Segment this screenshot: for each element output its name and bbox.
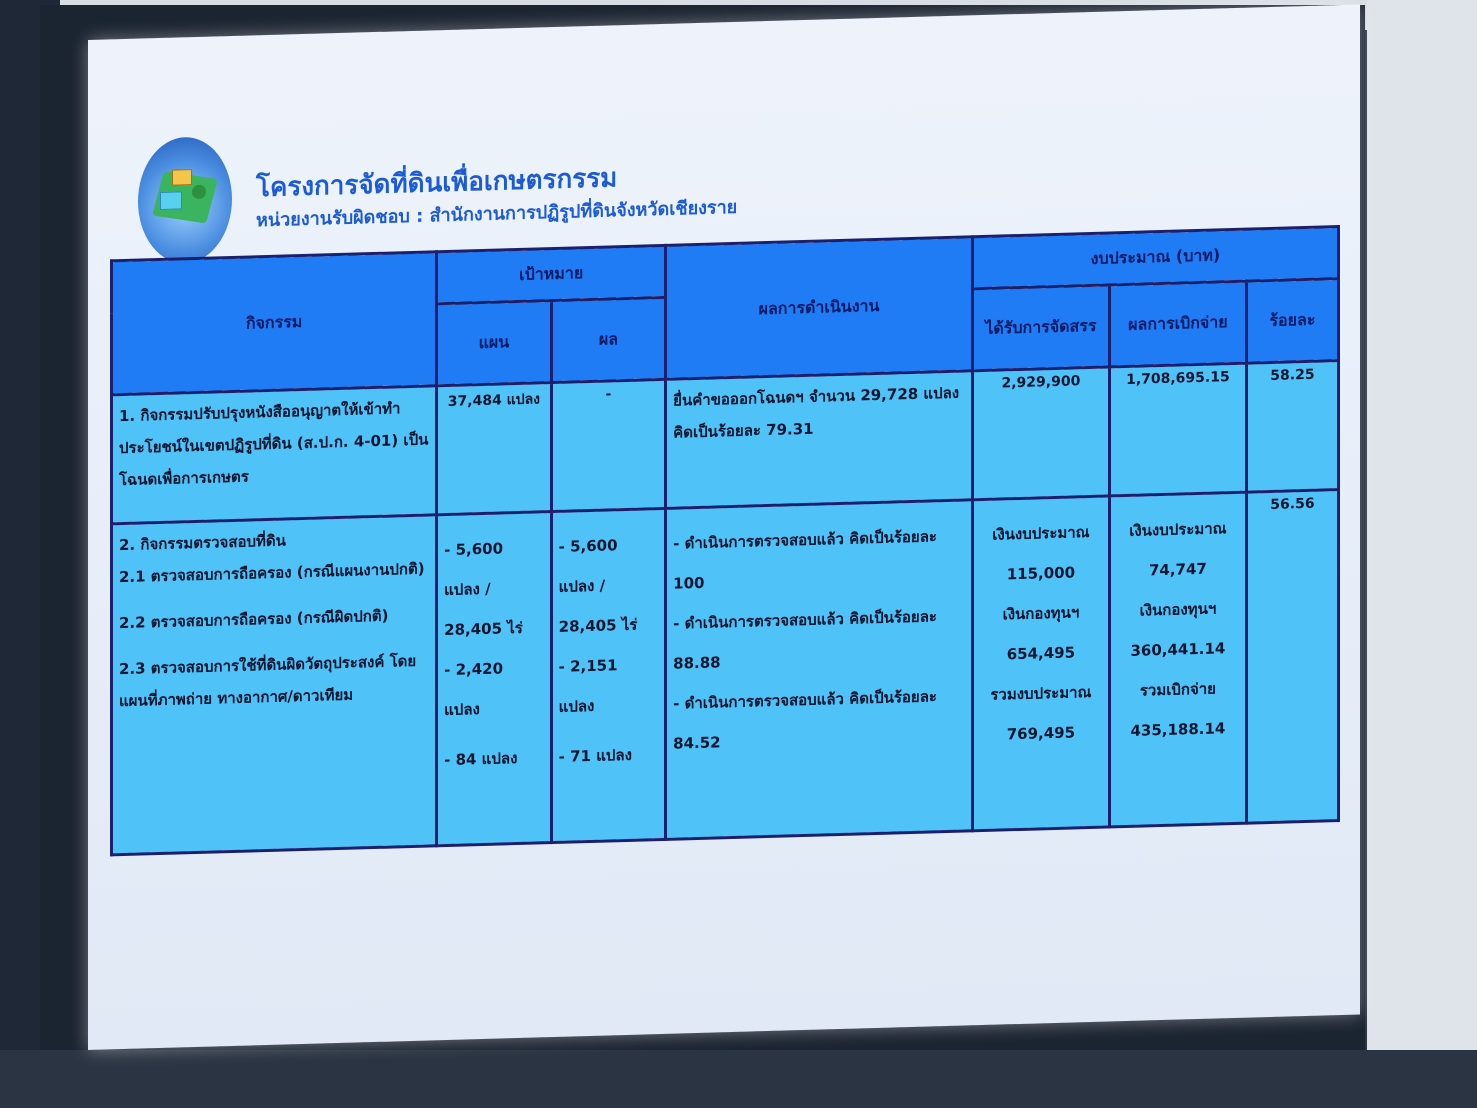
row2-result-2-3: - 71 แปลง (558, 745, 632, 766)
row2-alloc-label-1: เงินงบประมาณ (992, 523, 1090, 544)
logo-house-icon (172, 169, 192, 186)
row2-allocated (972, 496, 1109, 831)
row2-result (551, 508, 666, 842)
row2-result-2-2: - 2,151 แปลง (558, 656, 618, 716)
row2-disb-label-2: เงินกองทุนฯ (1139, 599, 1217, 620)
row1-performance: ยื่นคำขอออกโฉนดฯ จำนวน 29,728 แปลง คิดเป็นร้อยละ 79.31 (666, 371, 973, 509)
row2-alloc-value-1: 115,000 (1006, 563, 1076, 584)
room-wall-right (1367, 0, 1477, 1108)
row2-result-2-1a: - 5,600 แปลง / (558, 536, 618, 596)
row1-disbursed: 1,708,695.15 (1109, 363, 1246, 496)
row2-alloc-label-2: เงินกองทุนฯ (1002, 603, 1080, 624)
header-disbursed: ผลการเบิกจ่าย (1109, 281, 1246, 367)
land-logo-icon (138, 136, 232, 265)
row2-plan-2-1b: 28,405 ไร่ (444, 618, 523, 640)
row2-perf-2-1b: 100 (673, 573, 705, 593)
row2-plan-2-1a: - 5,600 แปลง / (444, 539, 504, 600)
row2-perf-2-3b: 84.52 (673, 733, 721, 753)
table-row (112, 490, 1339, 855)
row2-disbursed (1109, 492, 1246, 827)
row2-disb-label-3: รวมเบิกจ่าย (1139, 679, 1216, 700)
row2-activity (112, 515, 437, 855)
row1-allocated: 2,929,900 (972, 367, 1109, 500)
row2-plan-2-3: - 84 แปลง (444, 749, 518, 770)
row2-perf-2-2a: - ดำเนินการตรวจสอบแล้ว คิดเป็นร้อยละ (673, 607, 937, 633)
slide-title: โครงการจัดที่ดินเพื่อเกษตรกรรม (256, 163, 618, 204)
logo-field-icon (160, 191, 182, 210)
row1-plan: 37,484 แปลง (437, 383, 552, 515)
row2-perf-2-3a: - ดำเนินการตรวจสอบแล้ว คิดเป็นร้อยละ (673, 687, 937, 713)
row2-plan-2-2: - 2,420 แปลง (444, 659, 504, 720)
room-floor (0, 1050, 1477, 1108)
responsible-agency-value: สำนักงานการปฏิรูปที่ดินจังหวัดเชียงราย (429, 196, 738, 227)
row2-activity-2-1: 2.1 ตรวจสอบการถือครอง (กรณีแผนงานปกติ) (119, 559, 425, 587)
row2-perf-2-1a: - ดำเนินการตรวจสอบแล้ว คิดเป็นร้อยละ (673, 527, 937, 553)
row2-disb-label-1: เงินงบประมาณ (1129, 519, 1227, 540)
header-percent: ร้อยละ (1246, 279, 1338, 364)
header-activity: กิจกรรม (112, 252, 437, 395)
header-plan: แผน (437, 301, 552, 386)
presentation-slide (88, 4, 1360, 1050)
row1-percent: 58.25 (1246, 361, 1338, 493)
row2-plan (437, 512, 552, 846)
row2-activity-2-3: 2.3 ตรวจสอบการใช้ที่ดินผิดวัตถุประสงค์ โดยแผนที่ภาพถ่าย ทางอากาศ/ดาวเทียม (119, 651, 417, 711)
row2-performance (666, 500, 973, 840)
row2-disb-value-1: 74,747 (1148, 559, 1207, 580)
row2-alloc-label-3: รวมงบประมาณ (990, 682, 1092, 704)
row2-activity-header: 2. กิจกรรมตรวจสอบที่ดิน (119, 531, 286, 555)
responsible-agency-label: หน่วยงานรับผิดชอบ : (256, 205, 424, 232)
project-table-wrapper (110, 225, 1340, 856)
row2-perf-2-2b: 88.88 (673, 653, 721, 673)
header-result: ผล (551, 297, 666, 382)
project-table (110, 225, 1340, 856)
row2-alloc-value-2: 654,495 (1006, 643, 1076, 664)
row2-result-2-1b: 28,405 ไร่ (558, 615, 638, 636)
row2-alloc-value-3: 769,495 (1006, 723, 1076, 744)
header-budget: งบประมาณ (บาท) (972, 227, 1338, 289)
header-performance: ผลการดำเนินงาน (666, 237, 973, 380)
row2-disb-value-3: 435,188.14 (1130, 719, 1226, 740)
row2-percent: 56.56 (1246, 490, 1338, 824)
header-target: เป้าหมาย (437, 245, 666, 303)
row2-activity-2-2: 2.2 ตรวจสอบการถือครอง (กรณีผิดปกติ) (119, 606, 389, 633)
header-allocated: ได้รับการจัดสรร (972, 285, 1109, 371)
row2-disb-value-2: 360,441.14 (1130, 639, 1226, 660)
row1-result: - (551, 379, 666, 511)
row1-activity: 1. กิจกรรมปรับปรุงหนังสืออนุญาตให้เข้าทำประโยชน์ในเขตปฏิรูปที่ดิน (ส.ป.ก. 4-01) เป็นโฉนดเพื่อการเกษตร (112, 386, 437, 524)
